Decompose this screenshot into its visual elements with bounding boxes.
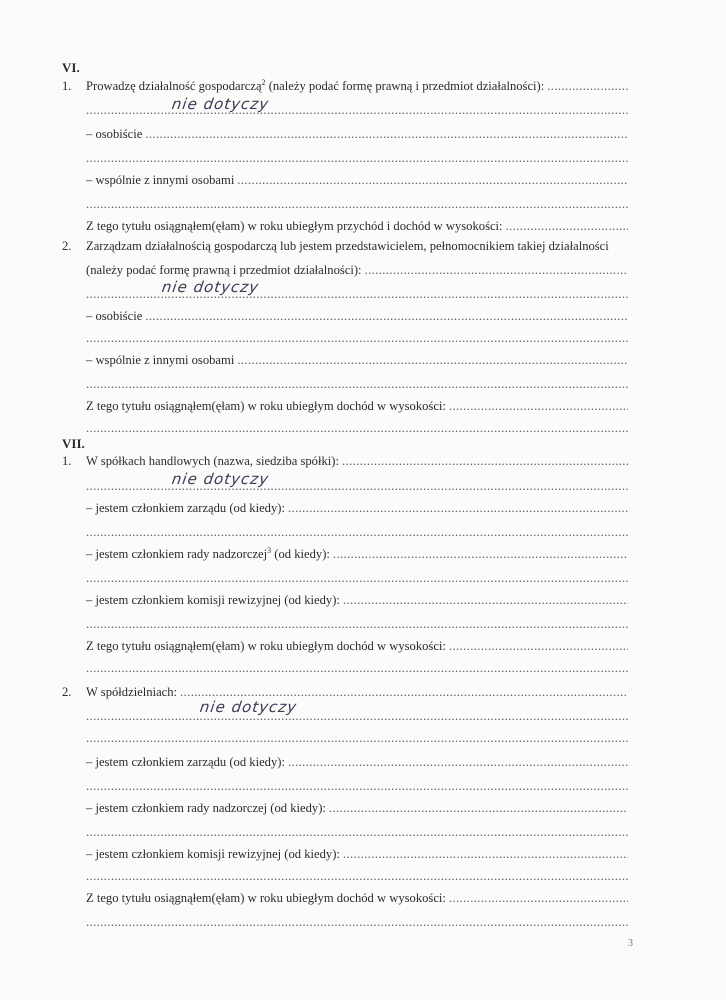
vi-q2-jointly: – wspólnie z innymi osobami ..... xyxy=(62,352,628,368)
vi-q1-prompt: 1. Prowadzę działalność gospodarczą$^2$ (należy podać formę prawną i przedmiot działalności): ..... xyxy=(62,78,628,94)
section-vii-heading: VII. xyxy=(62,436,85,451)
vii-q1-answer-line[interactable] xyxy=(62,478,628,494)
vii-q2-audit: – jestem członkiem komisji rewizyjnej (od kiedy): ..... xyxy=(62,846,628,862)
vii-q2-board-line[interactable] xyxy=(62,778,628,794)
vii-q2-audit-line[interactable] xyxy=(62,868,628,884)
vi-q2-income: Z tego tytułu osiągnąłem(ęłam) w roku ubiegłym dochód w wysokości: ..... xyxy=(62,398,628,414)
vii-q1-audit: – jestem członkiem komisji rewizyjnej (od kiedy): ..... xyxy=(62,592,628,608)
vii-q1-board: – jestem członkiem zarządu (od kiedy): ..... xyxy=(62,500,628,516)
vii-q2-board: – jestem członkiem zarządu (od kiedy): ..... xyxy=(62,754,628,770)
vii-q1-income-line[interactable] xyxy=(62,660,628,676)
footnote-ref-2: 2 xyxy=(261,77,266,87)
vii-q1-supervisory: – jestem członkiem rady nadzorczej$^3$ (od kiedy): ..... xyxy=(62,546,628,562)
vi-q2-personally: – osobiście ..... xyxy=(62,308,628,324)
vii-q1-audit-line[interactable] xyxy=(62,616,628,632)
vii-q2-income: Z tego tytułu osiągnąłem(ęłam) w roku ubiegłym dochód w wysokości: ..... xyxy=(62,890,628,906)
vi-q1-personally: – osobiście ..... xyxy=(62,126,628,142)
vii-q2-prompt: 2. W spółdzielniach: ..... xyxy=(62,684,628,700)
footnote-ref-3: 3 xyxy=(267,545,272,555)
vii-q2-answer-line[interactable] xyxy=(62,708,628,724)
vii-q2-income-line[interactable] xyxy=(62,914,628,930)
vii-q1-handwritten-answer: nie dotyczy xyxy=(170,470,271,488)
vii-q2-supervisory-line[interactable] xyxy=(62,824,628,840)
vi-q1-answer-line[interactable] xyxy=(62,102,628,118)
vii-q2-supervisory: – jestem członkiem rady nadzorczej (od kiedy): ..... xyxy=(62,800,628,816)
page-number: 3 xyxy=(628,938,633,949)
vii-q1-board-line[interactable] xyxy=(62,524,628,540)
section-vi-heading: VI. xyxy=(62,60,80,75)
vi-q1-income: Z tego tytułu osiągnąłem(ęłam) w roku ubiegłym przychód i dochód w wysokości: ..... xyxy=(62,218,628,234)
vi-q2-handwritten-answer: nie dotyczy xyxy=(160,278,261,296)
vi-q2-income-line[interactable] xyxy=(62,420,628,436)
vi-q2-personally-line[interactable] xyxy=(62,330,628,346)
vi-q2-prompt-line2: (należy podać formę prawną i przedmiot działalności): ..... xyxy=(62,262,628,278)
vi-q2-answer-line[interactable] xyxy=(62,286,628,302)
vii-q1-prompt: 1. W spółkach handlowych (nazwa, siedziba spółki): ..... xyxy=(62,453,628,469)
vi-q1-handwritten-answer: nie dotyczy xyxy=(170,95,271,113)
vi-q1-personally-line[interactable] xyxy=(62,150,628,166)
vi-q2-prompt: 2. Zarządzam działalnością gospodarczą lub jestem przedstawicielem, pełnomocnikiem takiej działalności xyxy=(62,239,609,253)
vii-q2-answer-line-2[interactable] xyxy=(62,730,628,746)
vi-q1-jointly: – wspólnie z innymi osobami ..... xyxy=(62,172,628,188)
vii-q1-supervisory-line[interactable] xyxy=(62,570,628,586)
vi-q2-jointly-line[interactable] xyxy=(62,376,628,392)
vii-q1-income: Z tego tytułu osiągnąłem(ęłam) w roku ubiegłym dochód w wysokości: ..... xyxy=(62,638,628,654)
vi-q1-jointly-line[interactable] xyxy=(62,196,628,212)
vi-q1-fill-line[interactable] xyxy=(547,78,628,94)
vii-q2-handwritten-answer: nie dotyczy xyxy=(198,698,299,716)
